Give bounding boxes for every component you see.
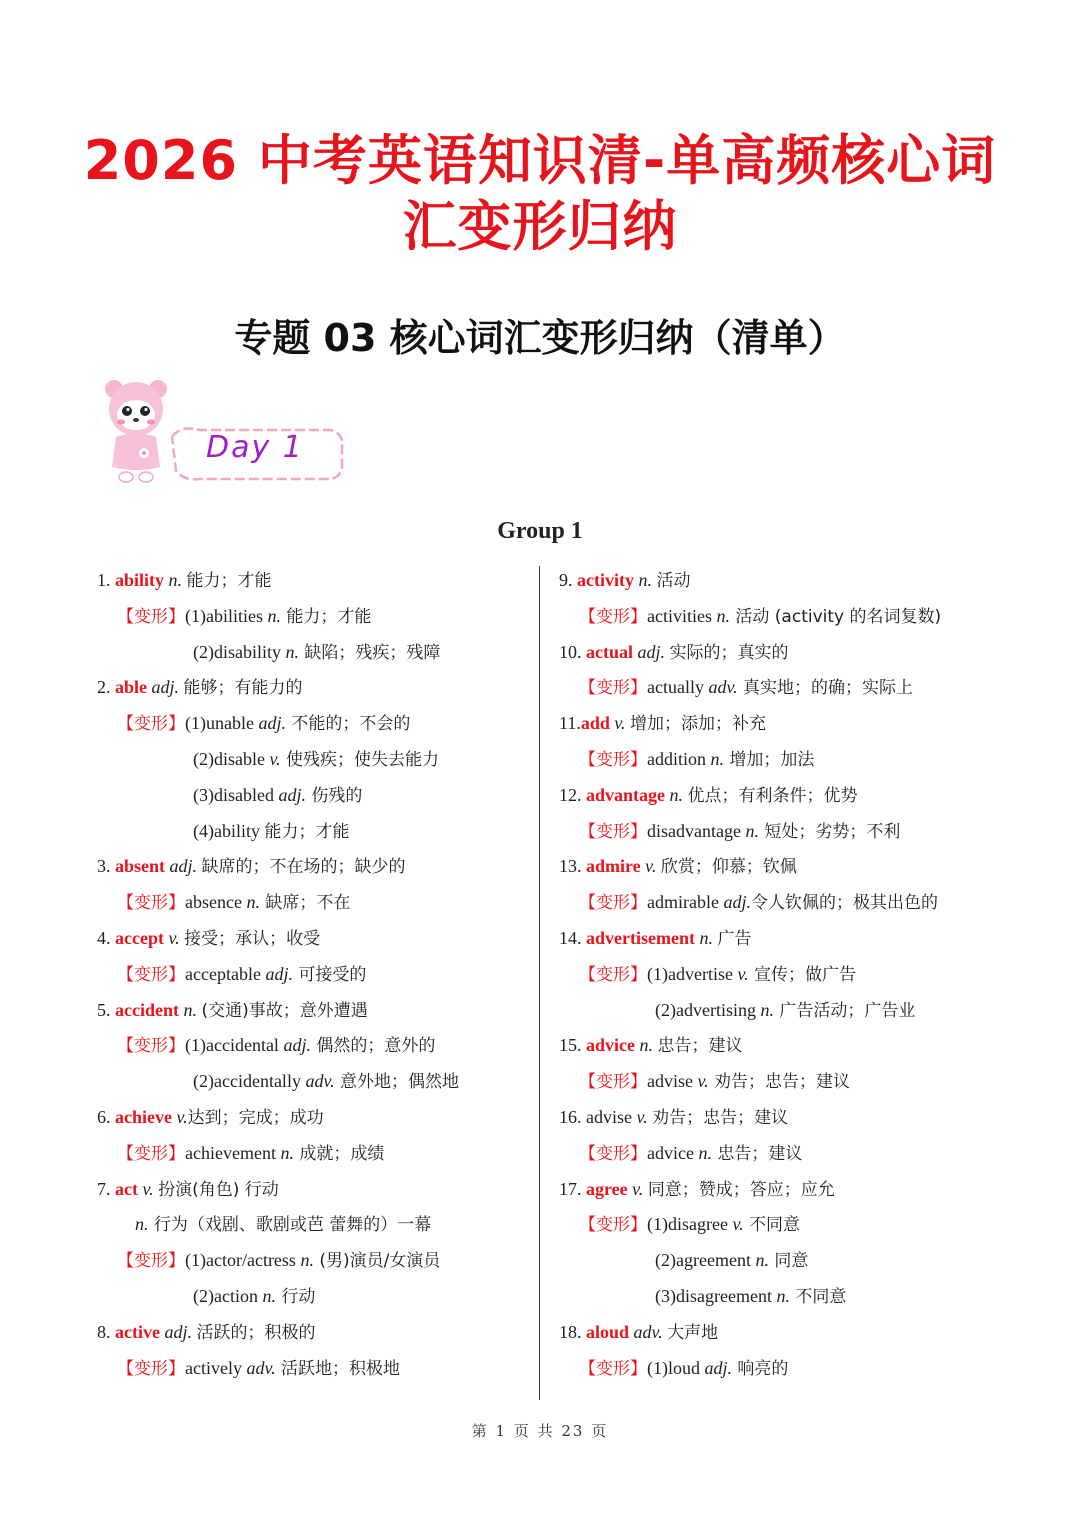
headword: actual xyxy=(586,641,633,662)
variation-continued xyxy=(97,742,529,778)
variation-line xyxy=(97,599,529,635)
left-column xyxy=(97,563,529,1386)
headword-plain: advise xyxy=(586,1106,637,1127)
variation-pos: n. xyxy=(716,605,730,626)
variation-tag: 【变形】 xyxy=(117,1143,185,1164)
definition: 活动 xyxy=(656,571,691,591)
variation-word: (2)disable xyxy=(193,748,270,769)
variation-line xyxy=(559,885,1029,921)
variation-definition: 活动 (activity 的名词复数) xyxy=(729,606,942,627)
vocab-entry xyxy=(559,563,1029,599)
variation-pos: n. xyxy=(755,1250,769,1271)
variation-pos: n. xyxy=(285,641,299,662)
part-of-speech: n. xyxy=(694,927,718,948)
variation-pos: adj. xyxy=(265,963,293,984)
variation-tag: 【变形】 xyxy=(579,893,647,914)
variation-pos: n. xyxy=(745,820,759,841)
variation-definition: 活跃地；积极地 xyxy=(275,1358,401,1379)
variation-line xyxy=(559,814,1029,850)
entry-number: 6. xyxy=(97,1106,115,1127)
entry-number: 5. xyxy=(97,999,115,1020)
variation-tag: 【变形】 xyxy=(579,821,647,842)
variation-definition: 偶然的；意外的 xyxy=(310,1036,436,1057)
part-of-speech: adj. xyxy=(159,1321,197,1342)
definition: 接受；承认；收受 xyxy=(184,928,321,949)
headword: active xyxy=(115,1321,160,1342)
headword: advertisement xyxy=(586,927,695,948)
part-of-speech: adj. xyxy=(633,641,670,662)
variation-pos: n. xyxy=(262,1285,276,1306)
variation-definition: 忠告；建议 xyxy=(711,1143,803,1164)
variation-definition: 缺席；不在 xyxy=(259,893,351,914)
variation-definition: 短处；劣势；不利 xyxy=(758,821,901,842)
variation-word: absence xyxy=(185,892,247,913)
variation-definition: 意外地；偶然地 xyxy=(334,1072,460,1093)
variation-tag: 【变形】 xyxy=(117,893,185,914)
variation-line xyxy=(559,670,1029,706)
variation-tag: 【变形】 xyxy=(579,678,647,699)
variation-pos: adv. xyxy=(246,1357,276,1378)
entry-number: 16. xyxy=(559,1106,586,1127)
entry-number: 9. xyxy=(559,570,577,590)
variation-continued xyxy=(559,993,1029,1029)
variation-line xyxy=(97,1243,529,1279)
part-of-speech: v. xyxy=(171,1106,188,1127)
part-of-speech: n. xyxy=(633,570,657,590)
entry-number: 12. xyxy=(559,784,586,805)
vocab-entry xyxy=(97,1100,529,1136)
vocab-entry xyxy=(97,670,529,706)
variation-pos: adj. xyxy=(704,1357,733,1378)
day-label: Day 1 xyxy=(206,430,304,465)
variation-tag: 【变形】 xyxy=(579,1072,647,1093)
variation-definition: 使残疾；使失去能力 xyxy=(280,749,440,770)
variation-word: (1)abilities xyxy=(185,605,268,626)
entry-number: 4. xyxy=(97,927,115,948)
definition: 缺席的；不在场的；缺少的 xyxy=(201,857,406,878)
headword: add xyxy=(580,713,610,734)
variation-pos: v. xyxy=(732,1214,744,1235)
variation-pos: adj. xyxy=(723,892,751,913)
vocab-entry xyxy=(559,1315,1029,1351)
variation-line xyxy=(97,1351,529,1387)
variation-definition: 行动 xyxy=(275,1286,316,1307)
extra-sense-pos: n. xyxy=(135,1214,149,1235)
variation-line xyxy=(97,706,529,742)
variation-word: (2)action xyxy=(193,1285,263,1306)
variation-pos: v. xyxy=(697,1071,709,1092)
variation-pos: n. xyxy=(776,1285,790,1306)
variation-definition: 可接受的 xyxy=(292,964,367,985)
variation-continued xyxy=(97,1064,529,1100)
vocab-entry xyxy=(559,1100,1029,1136)
variation-continued xyxy=(97,778,529,814)
definition: 忠告；建议 xyxy=(657,1036,743,1057)
variation-line xyxy=(559,1064,1029,1100)
definition: (交通)事故；意外遭遇 xyxy=(201,1000,368,1021)
variation-tag: 【变形】 xyxy=(117,606,185,627)
variation-word: advice xyxy=(647,1142,699,1163)
variation-pos: n. xyxy=(246,892,260,913)
part-of-speech: adj. xyxy=(147,677,184,698)
variation-tag: 【变形】 xyxy=(579,964,647,985)
variation-tag: 【变形】 xyxy=(579,1358,647,1379)
variation-definition: 广告活动；广告业 xyxy=(773,1000,916,1021)
definition: 能力；才能 xyxy=(186,571,272,591)
vocab-entry xyxy=(559,778,1029,814)
part-of-speech: v. xyxy=(137,1178,159,1199)
variation-word: (2)accidentally xyxy=(193,1071,306,1092)
main-title xyxy=(60,128,1020,260)
definition: 欣赏；仰慕；钦佩 xyxy=(660,857,797,878)
variation-word: acceptable xyxy=(185,963,266,984)
headword: activity xyxy=(577,570,634,590)
variation-definition: 劝告；忠告；建议 xyxy=(708,1072,851,1093)
headword: achieve xyxy=(115,1106,172,1127)
variation-word: (2)advertising xyxy=(655,999,761,1020)
topic-subtitle: 专题 03 核心词汇变形归纳（清单） xyxy=(234,316,846,360)
vocab-entry xyxy=(97,563,529,599)
variation-tag: 【变形】 xyxy=(579,606,647,627)
part-of-speech: v. xyxy=(163,927,185,948)
variation-pos: n. xyxy=(300,1250,314,1271)
variation-tag: 【变形】 xyxy=(117,714,185,735)
variation-definition: 能力；才能 xyxy=(280,606,372,627)
variation-tag: 【变形】 xyxy=(117,964,185,985)
entry-number: 18. xyxy=(559,1321,586,1342)
vocab-entry xyxy=(559,706,1029,742)
part-of-speech: n. xyxy=(665,784,688,805)
vocab-entry xyxy=(97,1172,529,1208)
variation-line xyxy=(559,1351,1029,1387)
entry-number: 7. xyxy=(97,1178,115,1199)
variation-word: admirable xyxy=(647,892,724,913)
entry-number: 3. xyxy=(97,856,115,877)
variation-definition: (男)演员/女演员 xyxy=(313,1251,441,1272)
variation-definition: 缺陷；残疾；残障 xyxy=(299,642,441,663)
variation-pos: n. xyxy=(710,748,724,769)
variation-pos: adj. xyxy=(258,713,286,734)
vocab-entry xyxy=(559,1172,1029,1208)
variation-continued xyxy=(559,1243,1029,1279)
vocab-entry xyxy=(559,849,1029,885)
variation-line xyxy=(559,957,1029,993)
headword: ability xyxy=(115,570,165,590)
variation-pos: v. xyxy=(269,748,281,769)
variation-word: (2)agreement xyxy=(655,1250,756,1271)
headword: accident xyxy=(115,999,179,1020)
definition: 活跃的；积极的 xyxy=(196,1322,316,1343)
definition: 大声地 xyxy=(667,1322,719,1343)
variation-definition: 伤残的 xyxy=(306,785,363,806)
variation-pos: n. xyxy=(267,605,281,626)
variation-pos: adv. xyxy=(305,1071,335,1092)
definition: 劝告；忠告；建议 xyxy=(652,1107,789,1128)
main-title-line-1: 2026 中考英语知识清-单高频核心词 xyxy=(83,129,997,192)
variation-continued xyxy=(97,814,529,850)
entry-number: 10. xyxy=(559,641,586,662)
variation-continued xyxy=(559,1279,1029,1315)
extra-sense xyxy=(97,1207,529,1243)
variation-definition: 宣传；做广告 xyxy=(748,964,857,985)
entry-number: 2. xyxy=(97,677,115,698)
variation-pos: n. xyxy=(280,1142,294,1163)
definition: 能够；有能力的 xyxy=(183,678,303,699)
headword: act xyxy=(115,1178,138,1199)
variation-tag: 【变形】 xyxy=(579,1215,647,1236)
variation-pos: n. xyxy=(760,999,774,1020)
extra-sense-definition: 行为（戏剧、歌剧或芭 蕾舞的）一幕 xyxy=(148,1215,432,1236)
part-of-speech: adv. xyxy=(629,1321,668,1342)
vocab-entry xyxy=(97,921,529,957)
variation-word: (3)disabled xyxy=(193,784,279,805)
variation-pos: adj. xyxy=(278,784,306,805)
group-title: Group 1 xyxy=(497,518,583,544)
variation-word: (1)unable xyxy=(185,713,259,734)
variation-tag: 【变形】 xyxy=(117,1358,185,1379)
definition: 达到；完成；成功 xyxy=(187,1107,324,1128)
variation-line xyxy=(559,1207,1029,1243)
entry-number: 1. xyxy=(97,570,115,590)
part-of-speech: n. xyxy=(178,999,202,1020)
definition: 优点；有利条件；优势 xyxy=(687,785,858,806)
vocab-entry xyxy=(97,993,529,1029)
variation-word: (1)disagree xyxy=(647,1214,733,1235)
right-column xyxy=(559,563,1029,1386)
variation-definition: 不同意 xyxy=(743,1215,801,1236)
column-divider xyxy=(539,566,540,1400)
variation-pos: adv. xyxy=(708,677,738,698)
page-footer: 第 1 页 共 23 页 xyxy=(471,1422,609,1440)
variation-pos: n. xyxy=(698,1142,712,1163)
variation-definition: 不同意 xyxy=(789,1286,847,1307)
headword: admire xyxy=(586,856,641,877)
variation-definition: 响亮的 xyxy=(732,1358,789,1379)
variation-definition: 能力；才能 xyxy=(264,821,350,842)
variation-word: (1)accidental xyxy=(185,1035,284,1056)
part-of-speech: v. xyxy=(640,856,661,877)
variation-tag: 【变形】 xyxy=(579,749,647,770)
variation-line xyxy=(97,885,529,921)
variation-word: (1)actor/actress xyxy=(185,1250,301,1271)
variation-tag: 【变形】 xyxy=(579,1143,647,1164)
vocab-entry xyxy=(559,1028,1029,1064)
entry-number: 11. xyxy=(559,713,581,734)
variation-pos: adj. xyxy=(283,1035,311,1056)
headword: accept xyxy=(115,927,164,948)
variation-definition: 同意 xyxy=(768,1251,809,1272)
main-title-line-2: 汇变形归纳 xyxy=(402,195,678,258)
headword: agree xyxy=(586,1178,628,1199)
variation-tag: 【变形】 xyxy=(117,1251,185,1272)
part-of-speech: adj. xyxy=(165,856,202,877)
variation-continued xyxy=(97,635,529,671)
definition: 实际的；真实的 xyxy=(669,642,789,663)
variation-word: actually xyxy=(647,677,709,698)
headword: advice xyxy=(586,1035,635,1056)
variation-line xyxy=(559,599,1029,635)
entry-number: 14. xyxy=(559,927,586,948)
variation-word: (1)advertise xyxy=(647,963,738,984)
variation-word: (4)ability xyxy=(193,820,265,841)
part-of-speech: n. xyxy=(164,570,187,590)
variation-word: actively xyxy=(185,1357,247,1378)
variation-line xyxy=(559,1136,1029,1172)
entry-number: 13. xyxy=(559,856,586,877)
variation-word: (2)disability xyxy=(193,641,286,662)
part-of-speech: n. xyxy=(635,1035,658,1056)
entry-number: 8. xyxy=(97,1321,115,1342)
variation-tag: 【变形】 xyxy=(117,1036,185,1057)
headword: absent xyxy=(115,856,166,877)
part-of-speech: v. xyxy=(627,1178,648,1199)
vocab-entry xyxy=(559,635,1029,671)
headword: advantage xyxy=(586,784,666,805)
variation-definition: 令人钦佩的；极其出色的 xyxy=(750,893,938,914)
part-of-speech: v. xyxy=(609,713,631,734)
entry-number: 17. xyxy=(559,1178,586,1199)
variation-line xyxy=(559,742,1029,778)
variation-pos: v. xyxy=(737,963,749,984)
variation-line xyxy=(97,957,529,993)
variation-word: (1)loud xyxy=(647,1357,705,1378)
part-of-speech: v. xyxy=(636,1106,653,1127)
headword: able xyxy=(115,677,148,698)
vocab-entry xyxy=(97,1315,529,1351)
variation-definition: 真实地；的确；实际上 xyxy=(737,678,914,699)
variation-definition: 成就；成绩 xyxy=(293,1143,385,1164)
entry-number: 15. xyxy=(559,1035,586,1056)
definition: 广告 xyxy=(717,928,752,949)
vocab-entry xyxy=(559,921,1029,957)
variation-continued xyxy=(97,1279,529,1315)
variation-line xyxy=(97,1028,529,1064)
variation-word: achievement xyxy=(185,1142,281,1163)
variation-definition: 不能的；不会的 xyxy=(285,714,411,735)
definition: 增加；添加；补充 xyxy=(630,714,767,735)
variation-word: (3)disagreement xyxy=(655,1285,777,1306)
variation-word: activities xyxy=(647,605,717,626)
vocab-entry xyxy=(97,849,529,885)
variation-word: disadvantage xyxy=(647,820,746,841)
variation-word: addition xyxy=(647,748,711,769)
variation-word: advise xyxy=(647,1071,698,1092)
variation-line xyxy=(97,1136,529,1172)
definition: 同意；赞成；答应；应允 xyxy=(647,1179,835,1200)
definition: 扮演(角色) 行动 xyxy=(158,1179,279,1200)
variation-definition: 增加；加法 xyxy=(724,749,815,770)
headword: aloud xyxy=(586,1321,630,1342)
